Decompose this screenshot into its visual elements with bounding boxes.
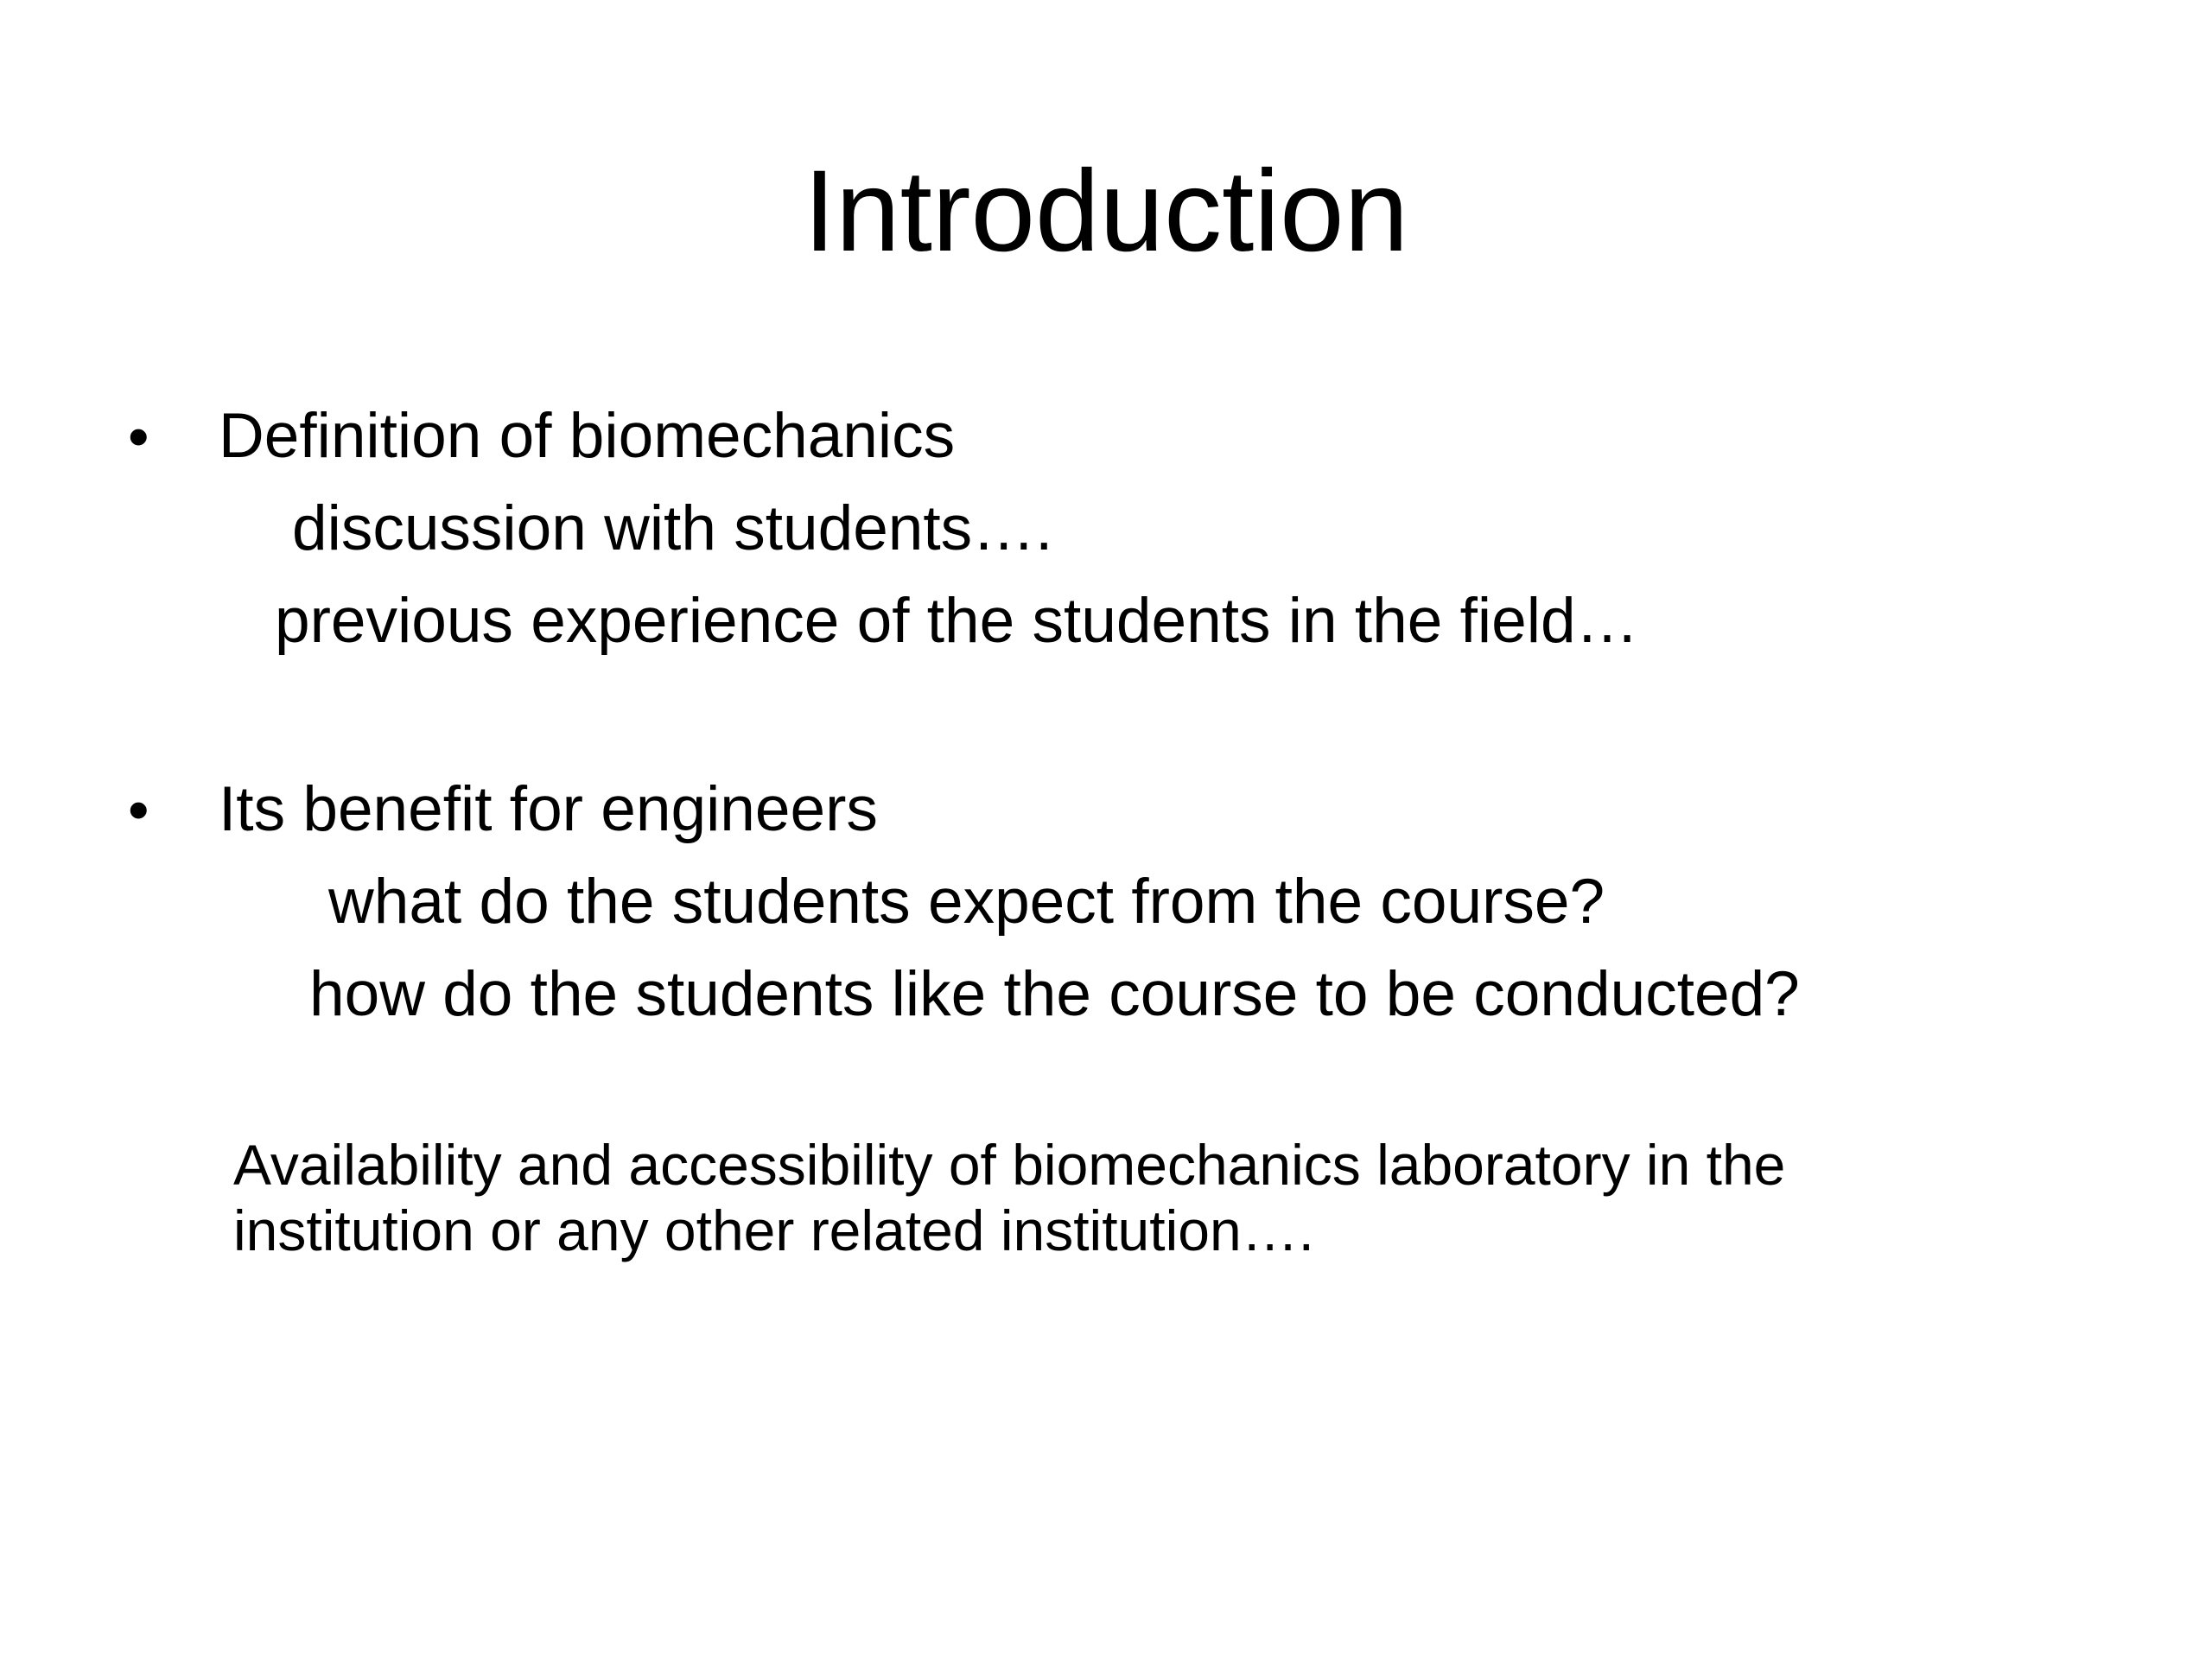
- bullet-marker: •: [128, 403, 149, 470]
- bullet-subline: what do the students expect from the course?: [328, 867, 1605, 937]
- availability-note: [233, 1132, 2134, 1263]
- bullet-subline: how do the students like the course to be conducted?: [309, 959, 1800, 1029]
- bullet-heading-benefit: Its benefit for engineers: [219, 774, 878, 844]
- slide-title: Introduction: [803, 147, 1409, 276]
- bullet-subline: previous experience of the students in the field…: [275, 586, 1639, 656]
- bullet-heading-definition: Definition of biomechanics: [219, 401, 956, 471]
- note-line: institution or any other related institution….: [233, 1198, 1315, 1262]
- bullet-subline: discussion with students….: [292, 493, 1053, 563]
- note-line: Availability and accessibility of biomechanics laboratory in the: [233, 1133, 1786, 1197]
- bullet-marker: •: [128, 776, 149, 843]
